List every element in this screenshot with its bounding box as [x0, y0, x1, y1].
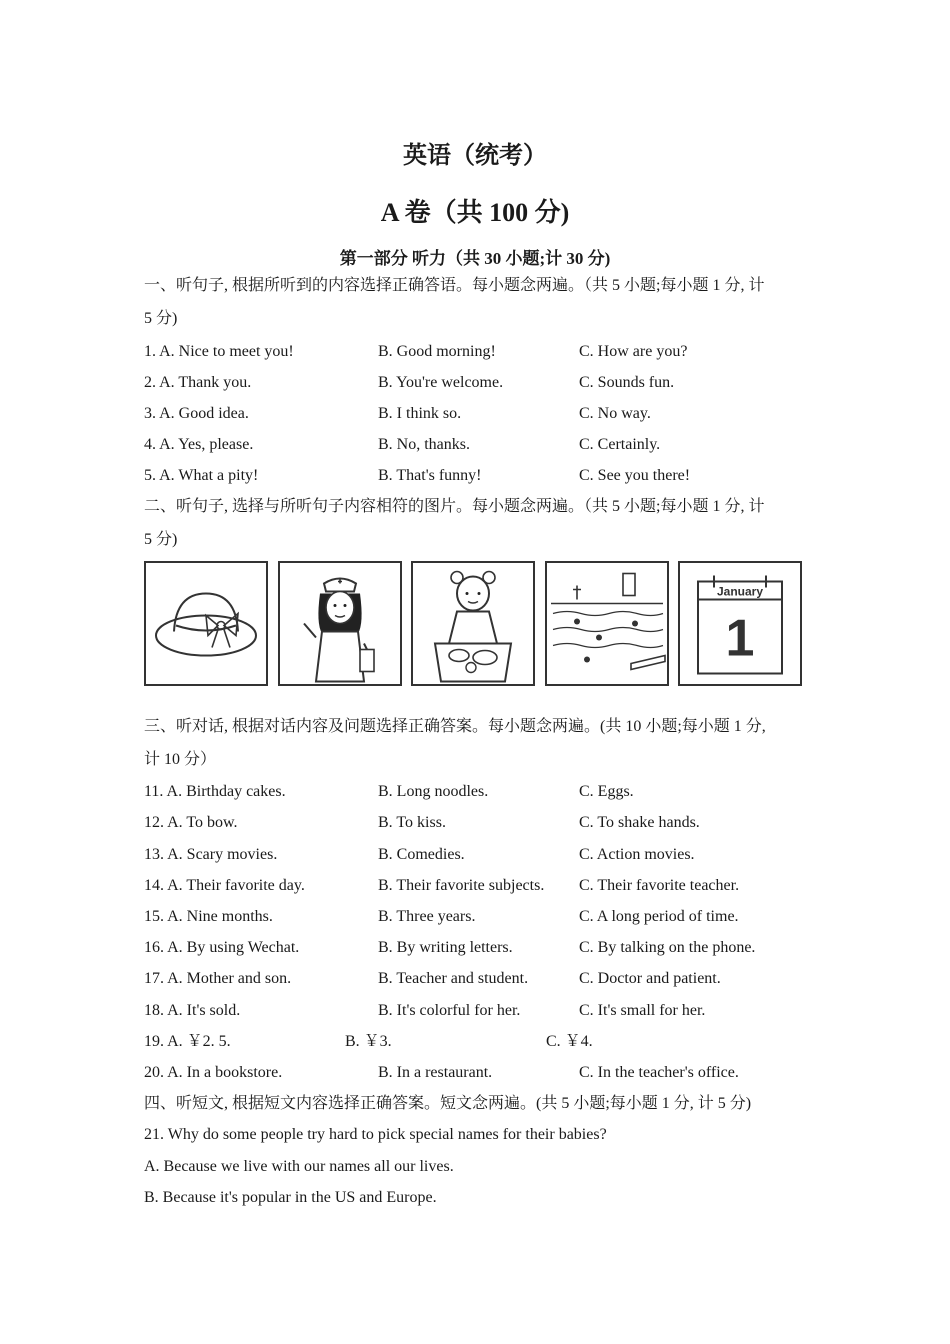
picture-d — [545, 561, 669, 686]
q5-option-a: 5. A. What a pity! — [144, 467, 259, 484]
q17-option-c: C. Doctor and patient. — [579, 970, 721, 987]
picture-e — [678, 561, 802, 686]
q11-option-a: 11. A. Birthday cakes. — [144, 783, 286, 800]
q16-option-b: B. By writing letters. — [378, 939, 513, 956]
q14-option-b: B. Their favorite subjects. — [378, 877, 545, 894]
q21-option-a: A. Because we live with our names all our lives. — [144, 1158, 454, 1175]
q12-option-c: C. To shake hands. — [579, 814, 700, 831]
swimming-pool-icon — [547, 563, 667, 684]
q1-option-a: 1. A. Nice to meet you! — [144, 343, 294, 360]
q12-option-b: B. To kiss. — [378, 814, 446, 831]
q5-option-b: B. That's funny! — [378, 467, 482, 484]
q19-option-a: 19. A. ￥2. 5. — [144, 1033, 231, 1050]
q19-option-c: C. ￥4. — [546, 1033, 593, 1050]
q14-option-c: C. Their favorite teacher. — [579, 877, 740, 894]
q11-option-b: B. Long noodles. — [378, 783, 489, 800]
section2-instruction: 二、听句子, 选择与所听句子内容相符的图片。每小题念两遍。（共 5 小题;每小题 1 分, 计 — [144, 498, 765, 515]
q19-option-b: B. ￥3. — [345, 1033, 392, 1050]
part-title: 第一部分 听力（共 30 小题;计 30 分) — [339, 249, 611, 268]
calendar-day: 1 — [725, 609, 755, 668]
q11-option-c: C. Eggs. — [579, 783, 634, 800]
nurse-icon — [280, 563, 400, 684]
q14-option-a: 14. A. Their favorite day. — [144, 877, 305, 894]
q17-option-b: B. Teacher and student. — [378, 970, 529, 987]
subject-title: 英语（统考） — [403, 143, 547, 169]
section4-instruction: 四、听短文, 根据短文内容选择正确答案。短文念两遍。(共 5 小题;每小题 1 分, 计 5 分) — [144, 1095, 752, 1112]
q4-option-a: 4. A. Yes, please. — [144, 436, 254, 453]
q3-option-c: C. No way. — [579, 405, 651, 422]
q2-option-a: 2. A. Thank you. — [144, 374, 252, 391]
section3-instruction-cont: 计 10 分） — [144, 751, 217, 768]
q18-option-b: B. It's colorful for her. — [378, 1002, 521, 1019]
q15-option-a: 15. A. Nine months. — [144, 908, 273, 925]
q3-option-a: 3. A. Good idea. — [144, 405, 249, 422]
q21-question: 21. Why do some people try hard to pick special names for their babies? — [144, 1126, 607, 1143]
q18-option-a: 18. A. It's sold. — [144, 1002, 241, 1019]
q12-option-a: 12. A. To bow. — [144, 814, 238, 831]
q1-option-b: B. Good morning! — [378, 343, 496, 360]
q13-option-a: 13. A. Scary movies. — [144, 846, 278, 863]
q20-option-a: 20. A. In a bookstore. — [144, 1064, 283, 1081]
q4-option-c: C. Certainly. — [579, 436, 661, 453]
paper-title: A 卷（共 100 分) — [380, 198, 570, 227]
girl-washing-dishes-icon — [413, 563, 533, 684]
q15-option-c: C. A long period of time. — [579, 908, 739, 925]
picture-c — [411, 561, 535, 686]
q3-option-b: B. I think so. — [378, 405, 462, 422]
q2-option-c: C. Sounds fun. — [579, 374, 675, 391]
q5-option-c: C. See you there! — [579, 467, 691, 484]
picture-b — [278, 561, 402, 686]
picture-a — [144, 561, 268, 686]
q15-option-b: B. Three years. — [378, 908, 476, 925]
q20-option-c: C. In the teacher's office. — [579, 1064, 739, 1081]
q21-option-b: B. Because it's popular in the US and Europe. — [144, 1189, 437, 1206]
q2-option-b: B. You're welcome. — [378, 374, 504, 391]
q13-option-b: B. Comedies. — [378, 846, 465, 863]
q17-option-a: 17. A. Mother and son. — [144, 970, 292, 987]
q16-option-a: 16. A. By using Wechat. — [144, 939, 300, 956]
section3-instruction: 三、听对话, 根据对话内容及问题选择正确答案。每小题念两遍。(共 10 小题;每小题 1 分, — [144, 718, 766, 735]
section1-instruction-cont: 5 分) — [144, 310, 178, 327]
hat-icon — [146, 563, 266, 684]
calendar-icon — [680, 563, 800, 684]
q20-option-b: B. In a restaurant. — [378, 1064, 493, 1081]
section1-instruction: 一、听句子, 根据所听到的内容选择正确答语。每小题念两遍。（共 5 小题;每小题 1 分, 计 — [144, 277, 765, 294]
q16-option-c: C. By talking on the phone. — [579, 939, 756, 956]
section2-instruction-cont: 5 分) — [144, 531, 178, 548]
q13-option-c: C. Action movies. — [579, 846, 695, 863]
q18-option-c: C. It's small for her. — [579, 1002, 706, 1019]
q1-option-c: C. How are you? — [579, 343, 688, 360]
calendar-month: January — [716, 584, 764, 599]
q4-option-b: B. No, thanks. — [378, 436, 470, 453]
